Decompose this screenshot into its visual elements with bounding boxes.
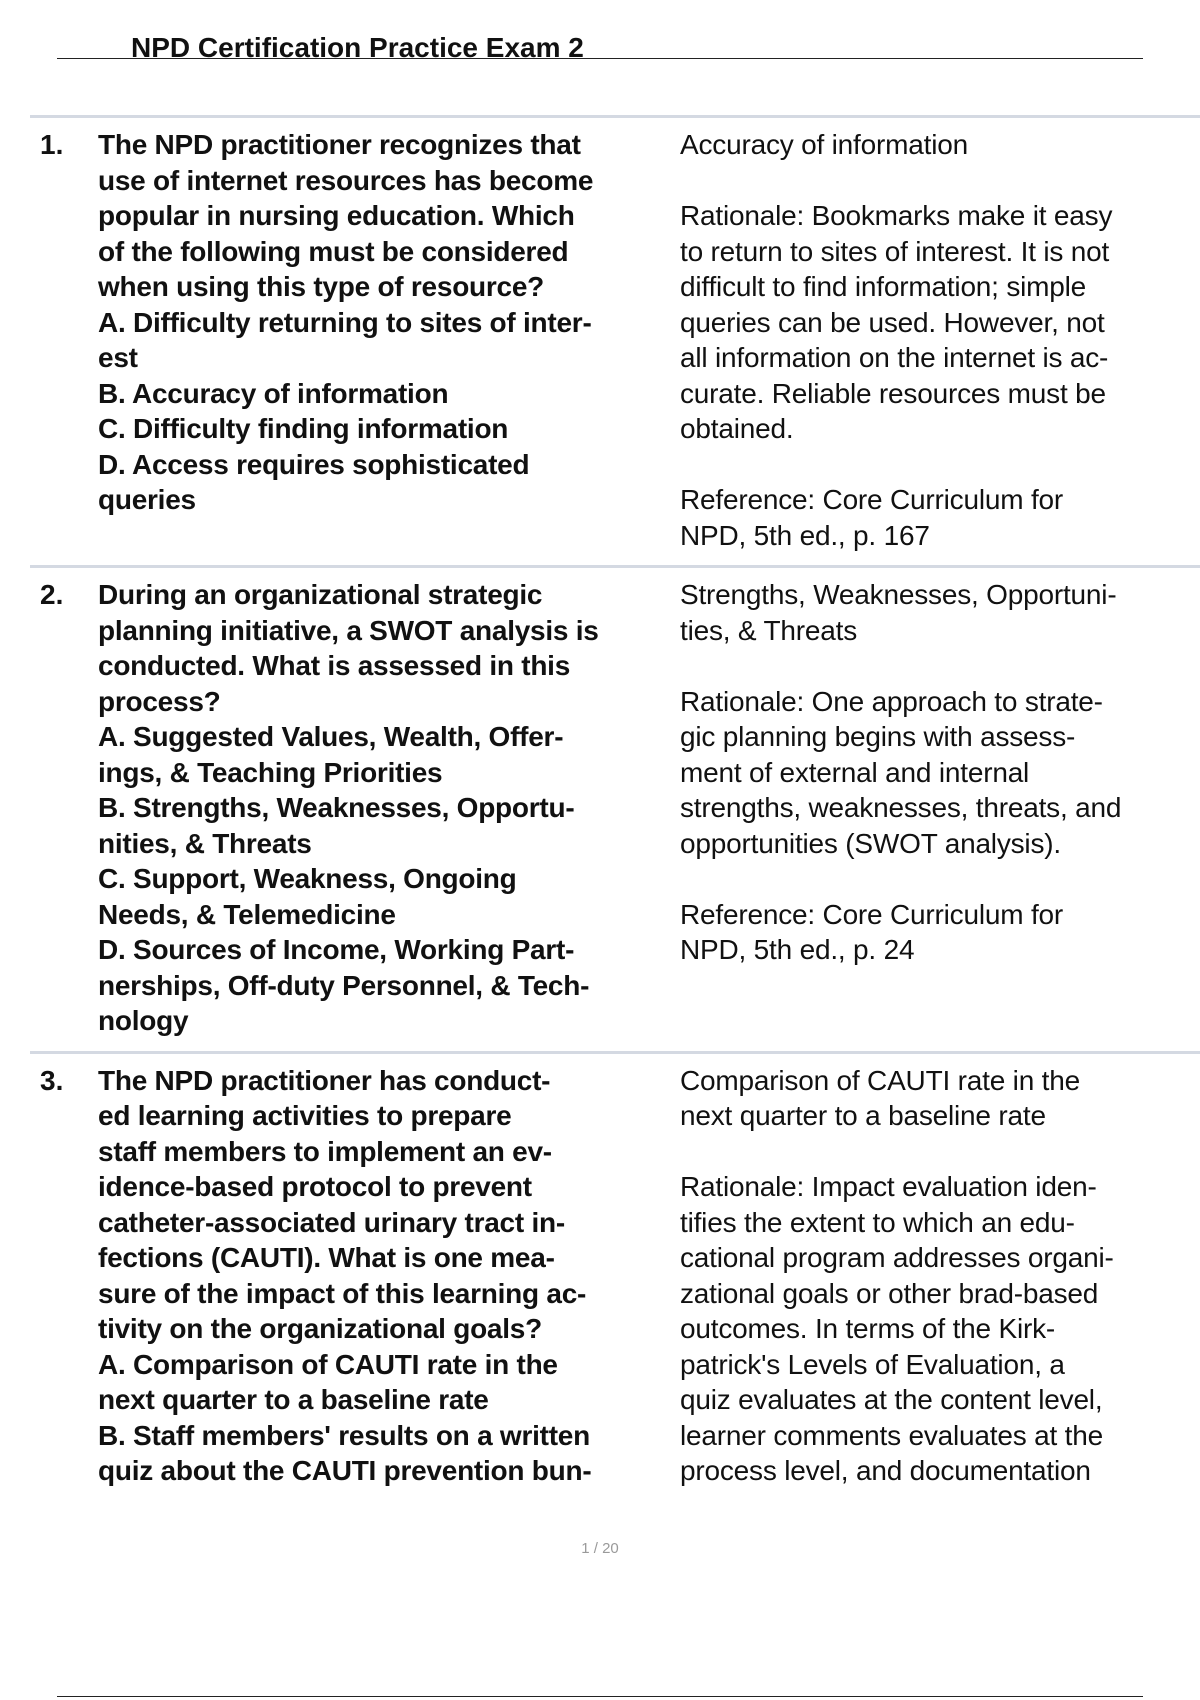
question-line: The NPD practitioner has conduct- bbox=[98, 1064, 551, 1096]
answer-line: Comparison of CAUTI rate in the bbox=[680, 1064, 1080, 1096]
question-line: Needs, & Telemedicine bbox=[98, 898, 396, 930]
question-line: quiz about the CAUTI prevention bun- bbox=[98, 1455, 592, 1486]
question-line: use of internet resources has become bbox=[98, 164, 594, 196]
question-text bbox=[98, 577, 678, 1039]
question-line: B. Accuracy of information bbox=[98, 377, 449, 409]
question-line: est bbox=[98, 342, 138, 373]
answer-line: next quarter to a baseline rate bbox=[680, 1100, 1046, 1131]
answer-line: Reference: Core Curriculum for bbox=[680, 898, 1064, 930]
answer-text bbox=[678, 577, 1190, 1039]
question-line: ings, & Teaching Priorities bbox=[98, 756, 443, 788]
answer-line: ties, & Threats bbox=[680, 614, 858, 646]
question-text bbox=[98, 127, 678, 553]
answer-line: NPD, 5th ed., p. 24 bbox=[680, 934, 915, 965]
answer-line: curate. Reliable resources must be bbox=[680, 377, 1106, 409]
question-line: ed learning activities to prepare bbox=[98, 1100, 512, 1131]
answer-gap bbox=[680, 861, 1190, 897]
answer-line: gic planning begins with assess- bbox=[680, 721, 1076, 752]
question-line: tivity on the organizational goals? bbox=[98, 1313, 542, 1344]
answer-line: queries can be used. However, not bbox=[680, 306, 1105, 338]
answer-line: NPD, 5th ed., p. 167 bbox=[680, 519, 930, 551]
answer-line: process level, and documentation bbox=[680, 1455, 1091, 1486]
answer-line: zational goals or other brad-based bbox=[680, 1277, 1099, 1309]
answer-line: Rationale: Bookmarks make it easy bbox=[680, 200, 1113, 231]
question-line: process? bbox=[98, 685, 221, 717]
question-line: A. Suggested Values, Wealth, Offer- bbox=[98, 721, 564, 752]
question-line: A. Comparison of CAUTI rate in the bbox=[98, 1348, 558, 1380]
question-line: catheter-associated urinary tract in- bbox=[98, 1206, 565, 1238]
question-line: nities, & Threats bbox=[98, 827, 312, 859]
answer-gap bbox=[680, 1134, 1190, 1170]
question-line: B. Strengths, Weaknesses, Opportu- bbox=[98, 792, 575, 823]
answer-line: obtained. bbox=[680, 413, 794, 444]
answer-line: all information on the internet is ac- bbox=[680, 342, 1109, 373]
answer-line: outcomes. In terms of the Kirk- bbox=[680, 1313, 1056, 1344]
page-header bbox=[57, 30, 1143, 63]
question-line: nerships, Off-duty Personnel, & Tech- bbox=[98, 969, 590, 1001]
question-line: planning initiative, a SWOT analysis is bbox=[98, 614, 599, 646]
answer-gap bbox=[680, 447, 1190, 483]
question-item bbox=[30, 1051, 1200, 1501]
answer-line: strengths, weaknesses, threats, and bbox=[680, 792, 1122, 823]
question-line: idence-based protocol to prevent bbox=[98, 1171, 532, 1202]
page-number: 1 / 20 bbox=[581, 1540, 619, 1557]
question-line: During an organizational strategic bbox=[98, 579, 543, 610]
answer-line: learner comments evaluates at the bbox=[680, 1419, 1103, 1451]
answer-line: Reference: Core Curriculum for bbox=[680, 484, 1064, 515]
question-text bbox=[98, 1063, 678, 1489]
answer-line: opportunities (SWOT analysis). bbox=[680, 827, 1061, 859]
answer-text bbox=[678, 127, 1190, 553]
question-line: of the following must be considered bbox=[98, 235, 569, 267]
answer-line: Accuracy of information bbox=[680, 129, 968, 160]
question-number: 2. bbox=[40, 579, 64, 610]
question-line: when using this type of resource? bbox=[98, 271, 545, 302]
answer-line: cational program addresses organi- bbox=[680, 1242, 1114, 1273]
question-line: nology bbox=[98, 1005, 189, 1036]
question-line: fections (CAUTI). What is one mea- bbox=[98, 1242, 555, 1273]
answer-line: to return to sites of interest. It is not bbox=[680, 235, 1110, 267]
question-line: A. Difficulty returning to sites of inter- bbox=[98, 306, 592, 338]
question-line: C. Support, Weakness, Ongoing bbox=[98, 863, 517, 894]
footer-divider bbox=[57, 1696, 1143, 1697]
answer-gap bbox=[680, 163, 1190, 199]
question-line: D. Access requires sophisticated bbox=[98, 448, 530, 480]
question-line: staff members to implement an ev- bbox=[98, 1135, 552, 1167]
question-number: 1. bbox=[40, 129, 64, 160]
question-list bbox=[30, 115, 1200, 1501]
answer-line: quiz evaluates at the content level, bbox=[680, 1384, 1103, 1415]
question-line: The NPD practitioner recognizes that bbox=[98, 129, 581, 160]
question-line: popular in nursing education. Which bbox=[98, 200, 575, 231]
answer-text bbox=[678, 1063, 1190, 1489]
question-item bbox=[30, 565, 1200, 1051]
answer-line: ment of external and internal bbox=[680, 756, 1030, 788]
question-line: C. Difficulty finding information bbox=[98, 413, 509, 444]
question-line: queries bbox=[98, 484, 196, 515]
question-line: sure of the impact of this learning ac- bbox=[98, 1277, 587, 1309]
answer-gap bbox=[680, 648, 1190, 684]
answer-line: Rationale: One approach to strate- bbox=[680, 685, 1103, 717]
answer-line: Rationale: Impact evaluation iden- bbox=[680, 1171, 1097, 1202]
question-line: conducted. What is assessed in this bbox=[98, 650, 571, 681]
question-line: B. Staff members' results on a written bbox=[98, 1419, 590, 1451]
document-title: NPD Certification Practice Exam 2 bbox=[131, 32, 584, 63]
answer-line: difficult to find information; simple bbox=[680, 271, 1087, 302]
answer-line: Strengths, Weaknesses, Opportuni- bbox=[680, 579, 1117, 610]
answer-line: tifies the extent to which an edu- bbox=[680, 1206, 1075, 1238]
question-line: D. Sources of Income, Working Part- bbox=[98, 934, 575, 965]
question-line: next quarter to a baseline rate bbox=[98, 1384, 489, 1415]
question-item bbox=[30, 115, 1200, 565]
answer-line: patrick's Levels of Evaluation, a bbox=[680, 1348, 1065, 1380]
question-number: 3. bbox=[40, 1064, 64, 1096]
